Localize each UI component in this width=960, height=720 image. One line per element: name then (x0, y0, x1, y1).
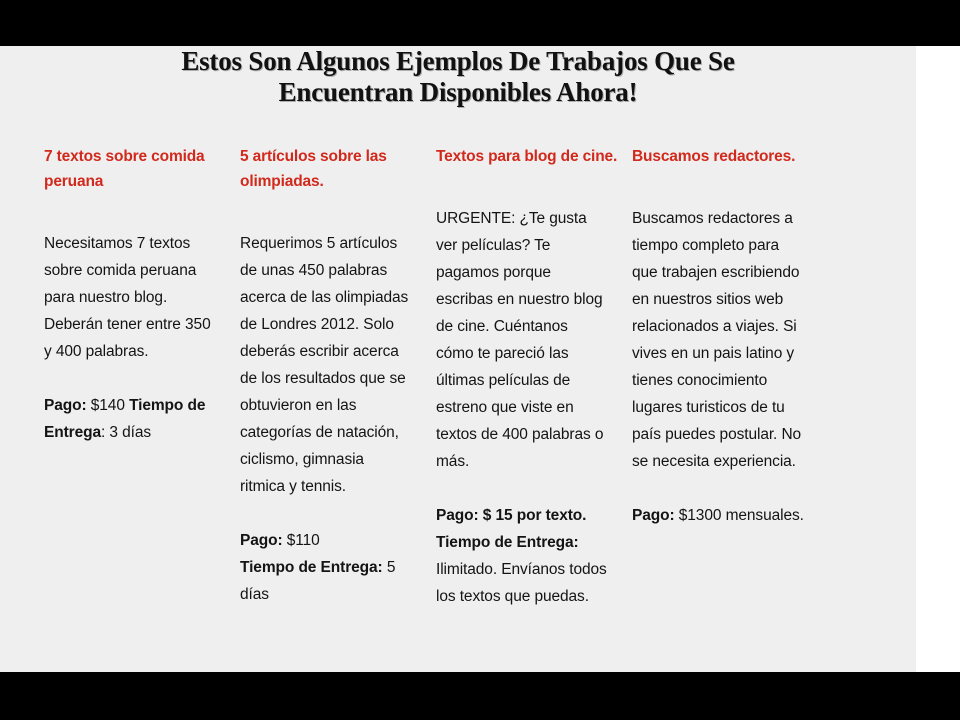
job-entrega-value-3: Ilimitado. Envíanos todos los textos que puedas. (436, 561, 607, 605)
job-heading-3: Textos para blog de cine. (436, 148, 618, 165)
job-terms-2 (240, 527, 412, 608)
page-title-line-1: Estos Son Algunos Ejemplos De Trabajos Que Se (181, 46, 735, 76)
job-pago-label-2: Pago: (240, 532, 283, 549)
job-body-1 (44, 230, 216, 446)
page-title-line-2: Encuentran Disponibles Ahora! (278, 77, 638, 107)
job-listing-columns (44, 144, 894, 672)
job-column-3 (436, 144, 618, 610)
job-heading-2: 5 artículos sobre las olimpiadas. (240, 148, 387, 190)
job-pago-value-2: $110 (282, 532, 320, 549)
job-heading-4: Buscamos redactores. (632, 148, 796, 165)
job-pago-label-1: Pago: (44, 397, 87, 414)
job-entrega-label-3: Tiempo de Entrega: (436, 534, 579, 551)
job-pago-value-1: $140 (86, 397, 130, 414)
job-heading-1: 7 textos sobre comida peruana (44, 148, 205, 190)
job-body-4 (632, 205, 804, 529)
job-entrega-label-2: Tiempo de Entrega: (240, 559, 383, 576)
letterbox-top-bar (0, 0, 960, 46)
job-entrega-label-1: Tiempo de Entrega (44, 397, 206, 441)
job-column-2 (240, 144, 412, 608)
job-description-4: Buscamos redactores a tiempo completo para que trabajen escribiendo en nuestros sitios web relacionados a viajes. Si vives en un pais latino y tienes conocimiento lugares turisticos de tu país puedes postular. No se necesita experiencia. (632, 210, 802, 470)
job-pago-label-4: Pago: (632, 507, 675, 524)
page-title (0, 46, 916, 108)
slide-content (0, 46, 960, 672)
job-pago-value-4: $1300 mensuales. (674, 507, 804, 524)
job-terms-1 (44, 392, 216, 446)
job-description-1: Necesitamos 7 textos sobre comida peruana para nuestro blog. Deberán tener entre 350 y 400 palabras. (44, 235, 211, 360)
job-body-2 (240, 230, 412, 608)
job-entrega-value-2: 5 días (240, 559, 396, 603)
job-column-4 (632, 144, 804, 529)
job-description-2: Requerimos 5 artículos de unas 450 palabras acerca de las olimpiadas de Londres 2012. Solo deberás escribir acerca de los resultados que se obtuvieron en las categorías de natación, ciclismo, gimnasia ritmica y tennis. (240, 235, 409, 495)
letterbox-bottom-bar (0, 672, 960, 720)
slide-page (0, 46, 916, 672)
job-column-1 (44, 144, 216, 446)
job-terms-4 (632, 502, 804, 529)
job-terms-3 (436, 502, 608, 610)
job-description-3: URGENTE: ¿Te gusta ver películas? Te pagamos porque escribas en nuestro blog de cine. Cuéntanos cómo te pareció las últimas películas de estreno que viste en textos de 400 palabras o más. (436, 210, 604, 470)
job-body-3 (436, 205, 608, 610)
job-pago-label-3: Pago: $ 15 por texto. (436, 507, 587, 524)
job-entrega-value-1: : 3 días (101, 424, 152, 441)
